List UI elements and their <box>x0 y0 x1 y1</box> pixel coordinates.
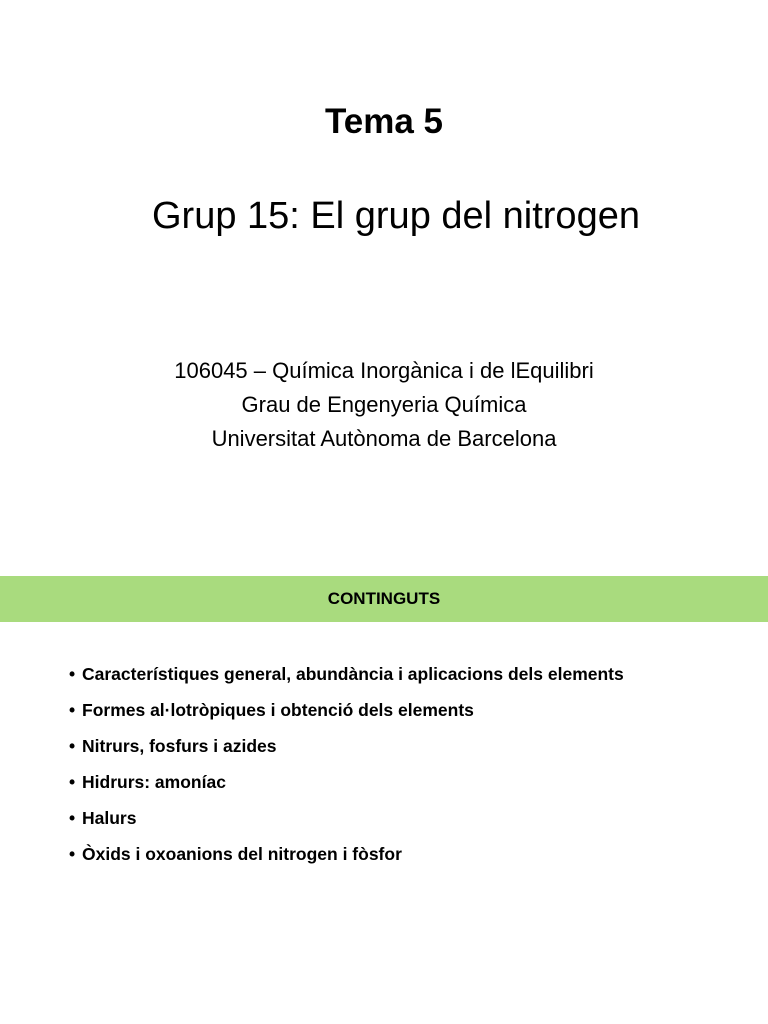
bullet-icon: • <box>69 772 76 792</box>
contents-heading: CONTINGUTS <box>327 589 441 608</box>
bullet-icon: • <box>69 736 76 756</box>
list-item <box>69 800 624 836</box>
slide-title: Grup 15: El grup del nitrogen <box>152 195 640 237</box>
bullet-icon: • <box>69 844 76 864</box>
list-item <box>69 656 624 692</box>
list-item <box>69 764 624 800</box>
list-item <box>69 728 624 764</box>
course-info <box>0 354 768 456</box>
university-name: Universitat Autònoma de Barcelona <box>211 426 557 451</box>
list-item-text: Característiques general, abundància i aplicacions dels elements <box>82 664 624 684</box>
bullet-icon: • <box>69 664 76 684</box>
contents-list <box>69 656 624 872</box>
topic-number: Tema 5 <box>324 102 444 141</box>
bullet-icon: • <box>69 808 76 828</box>
list-item-text: Formes al·lotròpiques i obtenció dels elements <box>82 700 474 720</box>
list-item-text: Òxids i oxoanions del nitrogen i fòsfor <box>82 844 402 864</box>
degree-name: Grau de Engenyeria Química <box>241 392 527 417</box>
list-item <box>69 836 624 872</box>
list-item-text: Halurs <box>82 808 137 828</box>
course-code-name: 106045 – Química Inorgànica i de lEquilibri <box>174 358 594 383</box>
list-item-text: Hidrurs: amoníac <box>82 772 226 792</box>
bullet-icon: • <box>69 700 76 720</box>
list-item-text: Nitrurs, fosfurs i azides <box>82 736 277 756</box>
contents-header-band <box>0 576 768 622</box>
list-item <box>69 692 624 728</box>
